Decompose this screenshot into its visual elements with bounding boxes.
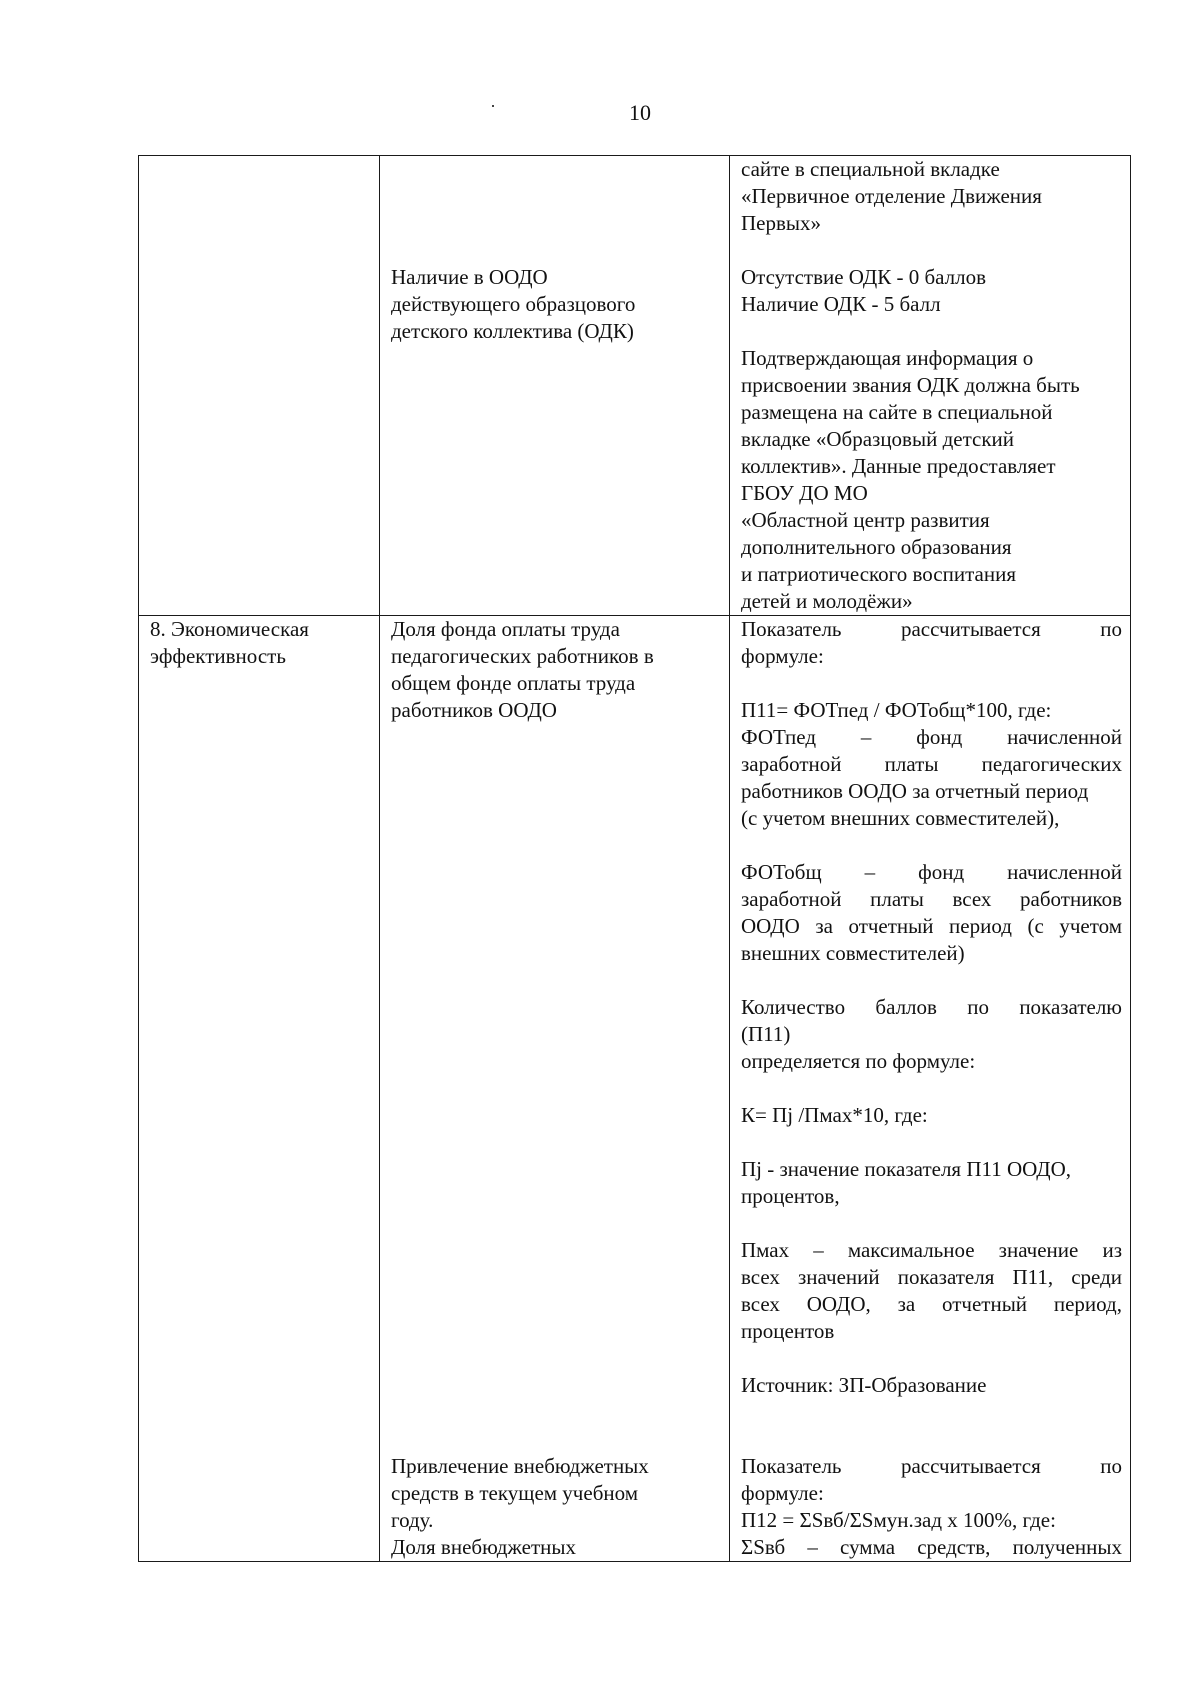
text-line [391,1075,721,1102]
text-line [741,237,1122,264]
criterion-cell [139,156,380,616]
text-line [741,318,1122,345]
text-line: заработной платы педагогических [741,752,1122,776]
text-line [391,1426,721,1453]
text-line: и патриотического воспитания [741,562,1016,586]
text-line: формуле: [741,1481,824,1505]
text-line [391,1291,721,1318]
text-line [391,1318,721,1345]
text-line [741,1075,1122,1102]
text-line: процентов, [741,1184,840,1208]
criterion-cell [139,616,380,1562]
text-line [391,237,721,264]
text-line [741,1345,1122,1372]
text-line [741,1129,1122,1156]
text-line: Привлечение внебюджетных [391,1454,649,1478]
text-line [391,805,721,832]
text-line: Наличие в ООДО [391,265,548,289]
text-line [391,1264,721,1291]
text-line [391,1210,721,1237]
text-line [391,1183,721,1210]
text-line: «Первичное отделение Движения [741,184,1042,208]
text-line: детского коллектива (ОДК) [391,319,634,343]
text-line: общем фонде оплаты труда [391,671,636,695]
text-line [741,967,1122,994]
text-line: дополнительного образования [741,535,1012,559]
text-line [741,1399,1122,1426]
text-line: работников ООДО за отчетный период [741,779,1089,803]
text-line: заработной платы всех работников [741,887,1122,911]
text-line: детей и молодёжи» [741,589,913,613]
text-line: году. [391,1508,434,1532]
text-line: всех ООДО, за отчетный период, [741,1292,1122,1316]
calculation-cell [730,616,1131,1562]
text-line [741,1210,1122,1237]
text-line: (П11) [741,1022,791,1046]
text-line [391,1237,721,1264]
text-line [391,724,721,751]
text-line: 8. Экономическая [150,617,309,641]
text-line [391,967,721,994]
text-line [391,210,721,237]
text-line: Доля фонда оплаты труда [391,617,620,641]
text-line: ΣSвб – сумма средств, полученных [741,1535,1122,1559]
text-line: внешних совместителей) [741,941,965,965]
text-line [741,670,1122,697]
text-line: П12 = ΣSвб/ΣSмун.зад x 100%, где: [741,1508,1056,1532]
text-line [391,1399,721,1426]
text-line [391,1345,721,1372]
text-line [391,913,721,940]
text-line: Наличие ОДК - 5 балл [741,292,941,316]
text-line: сайте в специальной вкладке [741,157,1000,181]
text-line [741,1426,1122,1453]
indicator-cell [380,156,730,616]
text-line [391,1048,721,1075]
page-number: 10 [629,100,651,125]
text-line [391,1372,721,1399]
text-line: Показатель рассчитывается по [741,1454,1122,1478]
text-line: П11= ФОТпед / ФОТобщ*100, где: [741,698,1052,722]
text-line: формуле: [741,644,824,668]
text-line: вкладке «Образцовый детский [741,427,1015,451]
text-line [391,183,721,210]
text-line [391,886,721,913]
text-line [391,1129,721,1156]
text-line: (с учетом внешних совместителей), [741,806,1060,830]
scan-speck [492,105,494,107]
text-line [391,994,721,1021]
text-line: действующего образцового [391,292,636,316]
text-line: эффективность [150,644,286,668]
text-line: Первых» [741,211,822,235]
criteria-table [138,155,1131,1562]
text-line: «Областной центр развития [741,508,990,532]
text-line: коллектив». Данные предоставляет [741,454,1056,478]
text-line [391,778,721,805]
text-line: средств в текущем учебном [391,1481,639,1505]
text-line: Пмах – максимальное значение из [741,1238,1122,1262]
calculation-cell [730,156,1131,616]
text-line: работников ООДО [391,698,557,722]
table-row-economic-efficiency [139,616,1131,1562]
table-row-odk [139,156,1131,616]
text-line: Источник: ЗП-Образование [741,1373,987,1397]
indicator-cell [380,616,730,1562]
text-line: ФОТпед – фонд начисленной [741,725,1122,749]
text-line [391,1021,721,1048]
text-line: педагогических работников в [391,644,654,668]
text-line: процентов [741,1319,835,1343]
text-line: ГБОУ ДО МО [741,481,868,505]
text-line: ФОТобщ – фонд начисленной [741,860,1122,884]
text-line: присвоении звания ОДК должна быть [741,373,1080,397]
text-line: размещена на сайте в специальной [741,400,1053,424]
text-line [391,832,721,859]
text-line [741,832,1122,859]
text-line [391,1102,721,1129]
text-line: К= Пj /Пмах*10, где: [741,1103,928,1127]
text-line [391,940,721,967]
text-line: ООДО за отчетный период (с учетом [741,914,1122,938]
text-line [391,1156,721,1183]
text-line [391,156,721,183]
text-line: всех значений показателя П11, среди [741,1265,1122,1289]
text-line: определяется по формуле: [741,1049,976,1073]
text-line: Отсутствие ОДК - 0 баллов [741,265,987,289]
text-line: Подтверждающая информация о [741,346,1034,370]
text-line: Пj - значение показателя П11 ООДО, [741,1157,1072,1181]
text-line: Показатель рассчитывается по [741,617,1122,641]
text-line: Доля внебюджетных [391,1535,576,1559]
text-line [391,751,721,778]
text-line [391,859,721,886]
text-line: Количество баллов по показателю [741,995,1122,1019]
